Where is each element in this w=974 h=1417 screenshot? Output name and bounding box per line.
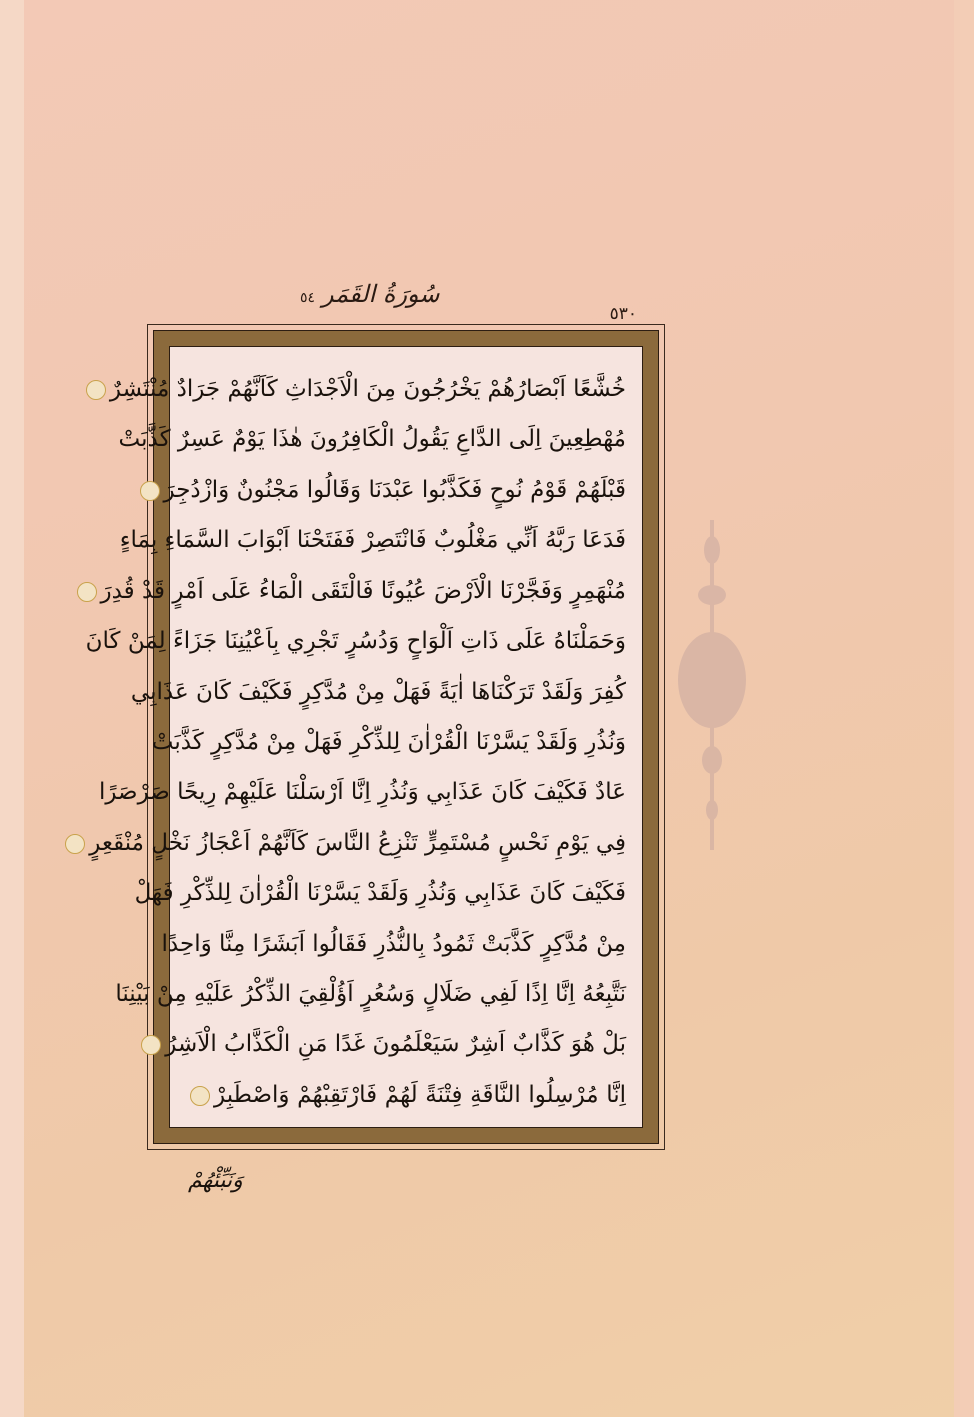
ayah-marker-icon — [140, 481, 160, 501]
page-right-edge — [954, 0, 974, 1417]
text-line: وَحَمَلْنَاهُ عَلَى ذَاتِ اَلْوَاحٍ وَدُسُرٍ تَجْرِي بِاَعْيُنِنَا جَزَاءً لِمَنْ كَانَ — [85, 628, 626, 655]
margin-ornament-icon — [676, 520, 748, 850]
quran-text-block — [85, 366, 626, 1118]
text-line: عَادٌ فَكَيْفَ كَانَ عَذَابِي وَنُذُرِ اِنَّا اَرْسَلْنَا عَلَيْهِمْ رِيحًا صَرْصَرًا — [98, 779, 626, 806]
ayah-marker-icon — [86, 380, 106, 400]
ayah-marker-icon — [77, 582, 97, 602]
page-number: ٥٣٠ — [609, 304, 637, 324]
text-line: كُفِرَ وَلَقَدْ تَرَكْنَاهَا اٰيَةً فَهَلْ مِنْ مُدَّكِرٍ فَكَيْفَ كَانَ عَذَابِي — [130, 678, 626, 705]
ayah-marker-icon — [190, 1086, 210, 1106]
text-line: اِنَّا مُرْسِلُوا النَّاقَةِ فِتْنَةً لَهُمْ فَارْتَقِبْهُمْ وَاصْطَبِرْ — [186, 1072, 626, 1118]
text-line: فَكَيْفَ كَانَ عَذَابِي وَنُذُرِ وَلَقَدْ يَسَّرْنَا الْقُرْاٰنَ لِلذِّكْرِ فَهَلْ — [134, 880, 626, 907]
ayah-marker-icon — [65, 834, 85, 854]
text-line: خُشَّعًا اَبْصَارُهُمْ يَخْرُجُونَ مِنَ الْاَجْدَاثِ كَاَنَّهُمْ جَرَادٌ مُنْتَشِرٌ — [186, 366, 626, 412]
sura-number: ٥٤ — [300, 290, 316, 306]
text-line: فِي يَوْمِ نَحْسٍ مُسْتَمِرٍّ تَنْزِعُ النَّاسَ كَاَنَّهُمْ اَعْجَازُ نَخْلٍ مُنْقَعِرٍ — [186, 820, 626, 866]
text-line: مُنْهَمِرٍ وَفَجَّرْنَا الْاَرْضَ عُيُونًا فَالْتَقَى الْمَاءُ عَلَى اَمْرٍ قَدْ قُدِرَ — [186, 568, 626, 614]
catchword: وَنَبِّئْهُمْ — [188, 1168, 243, 1193]
text-line: فَدَعَا رَبَّهُ اَنِّي مَغْلُوبٌ فَانْتَصِرْ فَفَتَحْنَا اَبْوَابَ السَّمَاءِ بِمَاءٍ — [119, 527, 626, 554]
text-line: مِنْ مُدَّكِرٍ كَذَّبَتْ ثَمُودُ بِالنُّذُرِ فَقَالُوا اَبَشَرًا مِنَّا وَاحِدًا — [161, 930, 626, 957]
text-line: قَبْلَهُمْ قَوْمُ نُوحٍ فَكَذَّبُوا عَبْدَنَا وَقَالُوا مَجْنُونٌ وَازْدُجِرَ — [186, 467, 626, 513]
text-line: نَتَّبِعُهُ اِنَّا اِذًا لَفِي ضَلَالٍ وَسُعُرٍ اَؤُلْقِيَ الذِّكْرُ عَلَيْهِ مِنْ بَيْنِنَا — [115, 981, 626, 1008]
text-line: وَنُذُرِ وَلَقَدْ يَسَّرْنَا الْقُرْاٰنَ لِلذِّكْرِ فَهَلْ مِنْ مُدَّكِرٍ كَذَّبَتْ — [151, 728, 626, 755]
page-left-edge — [0, 0, 24, 1417]
sura-title: سُورَةُ القَمَر — [322, 280, 440, 308]
text-line: مُهْطِعِينَ اِلَى الدَّاعِ يَقُولُ الْكَافِرُونَ هٰذَا يَوْمٌ عَسِرٌ كَذَّبَتْ — [118, 426, 626, 453]
ayah-marker-icon — [141, 1035, 161, 1055]
page-header — [150, 276, 665, 324]
text-line: بَلْ هُوَ كَذَّابٌ اَشِرٌ سَيَعْلَمُونَ غَدًا مَنِ الْكَذَّابُ الْاَشِرُ — [186, 1021, 626, 1067]
